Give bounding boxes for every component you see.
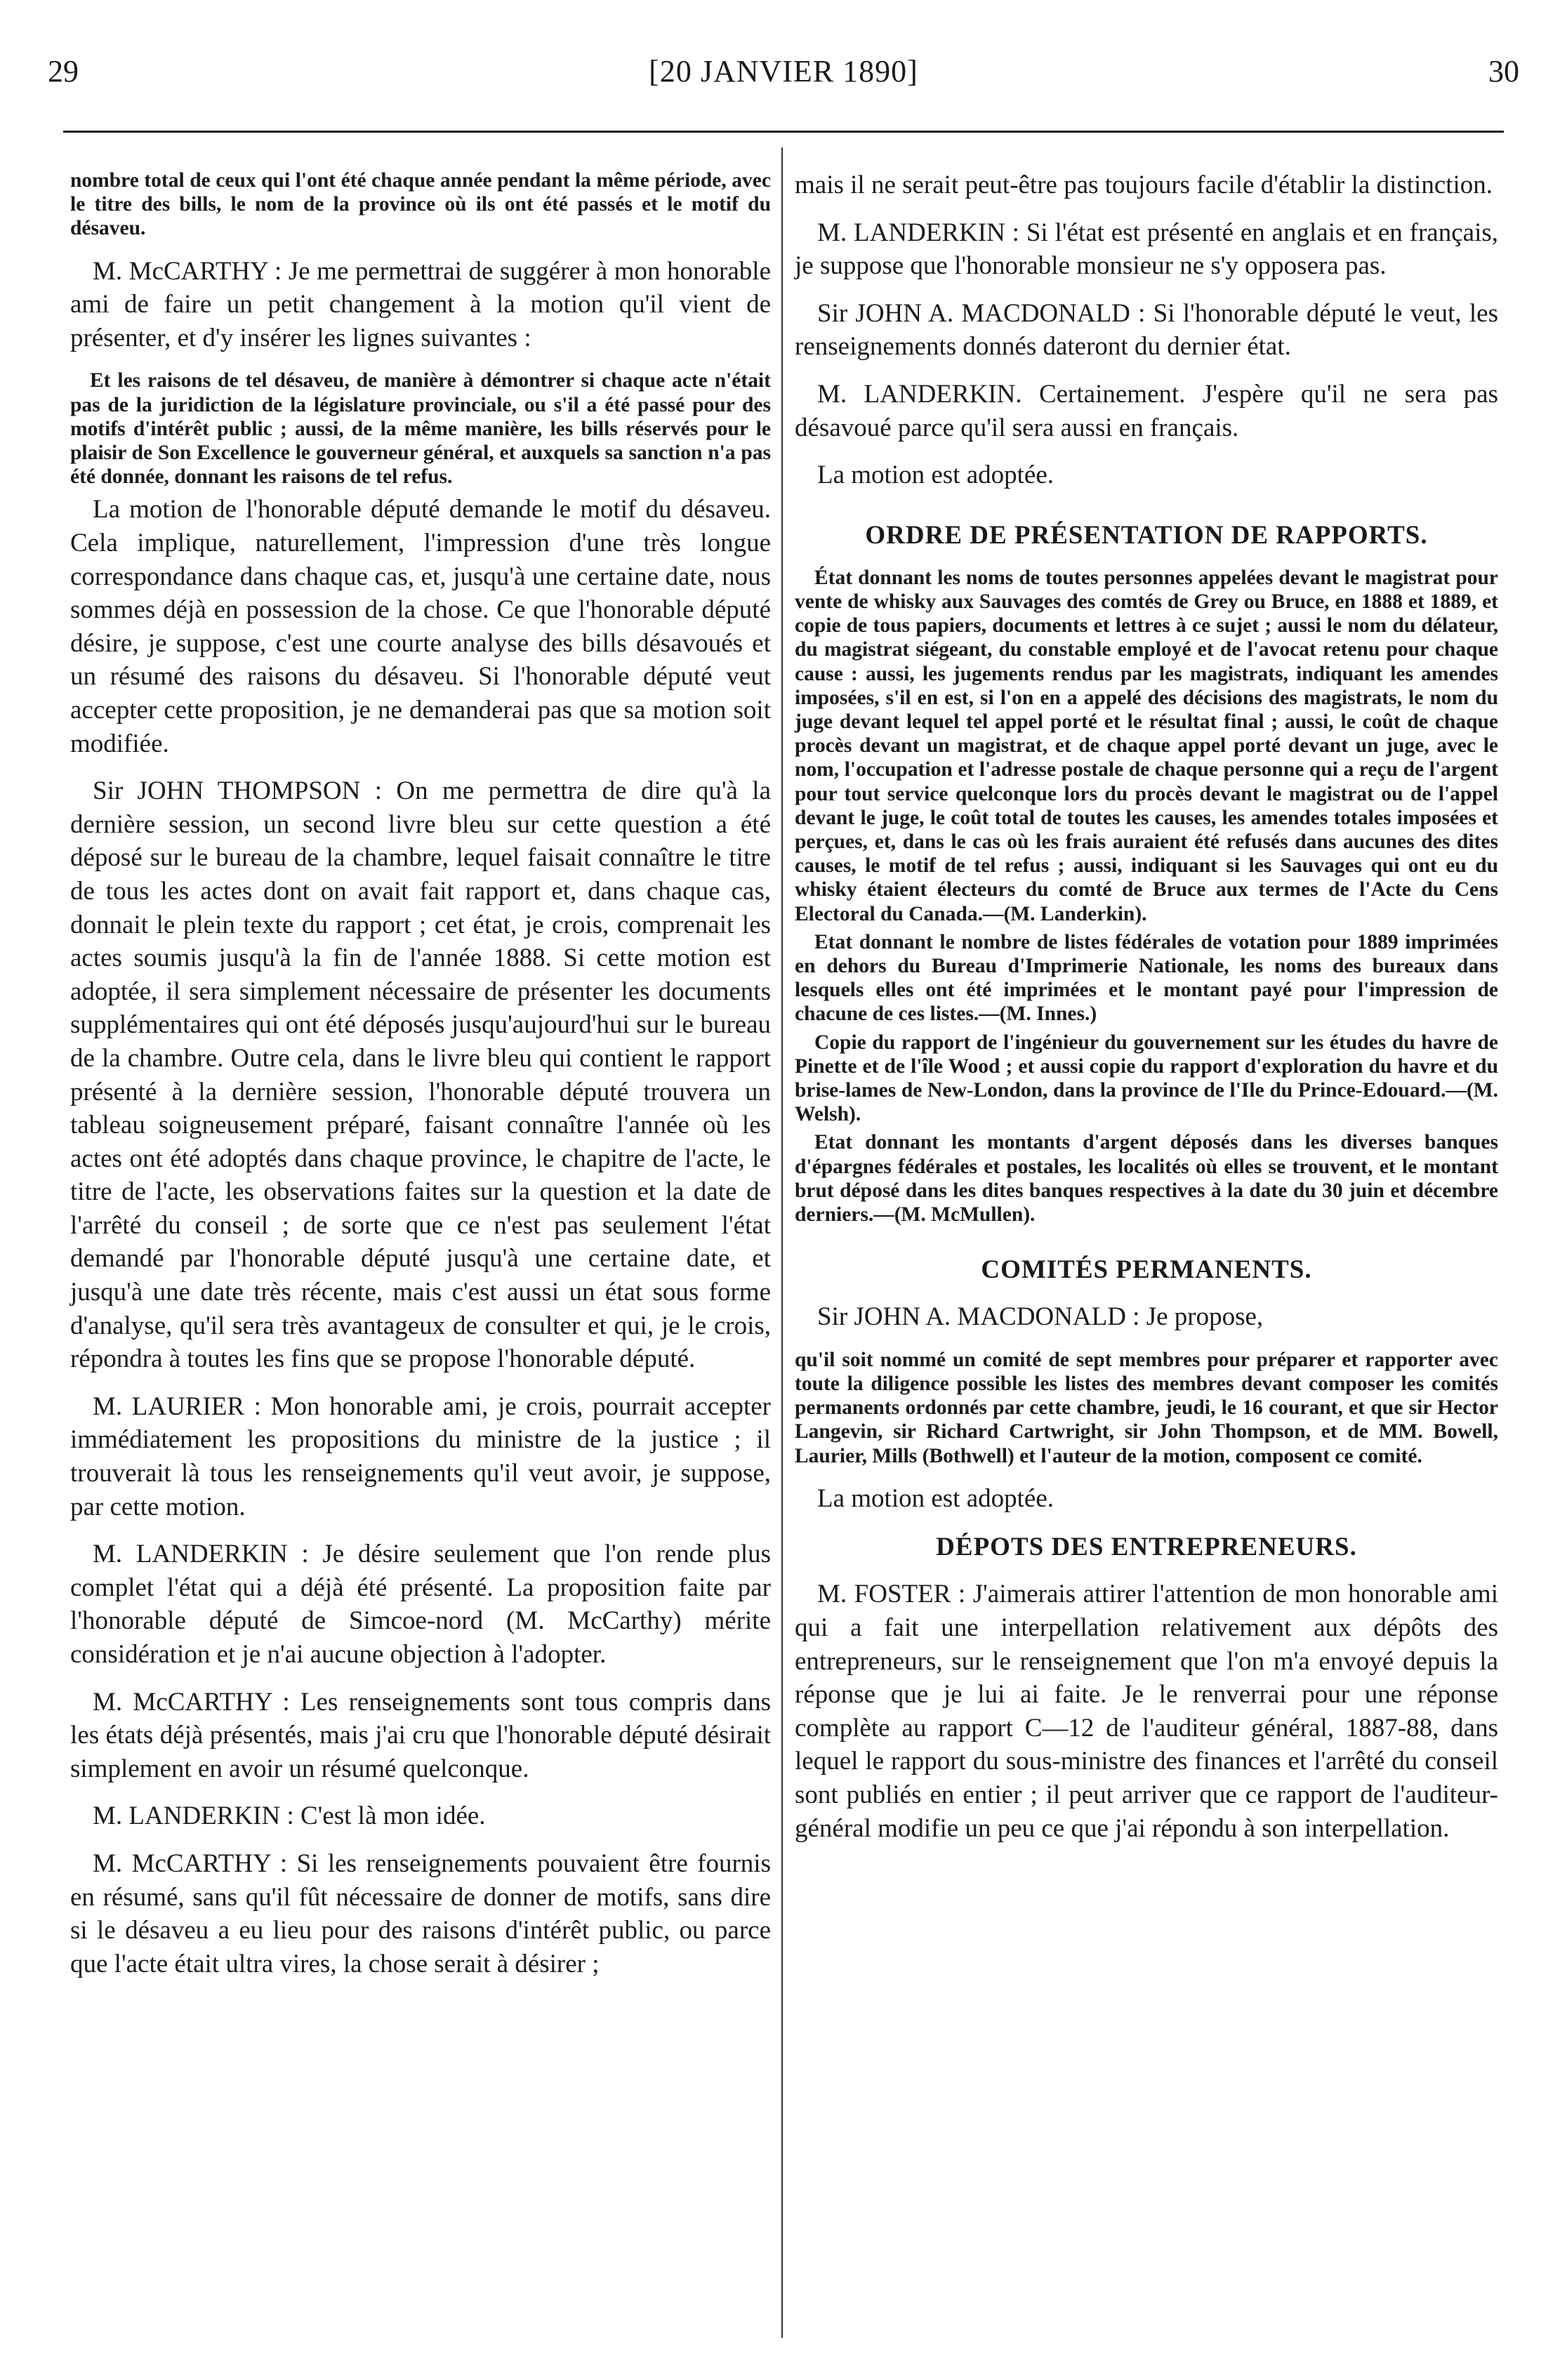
motion-adopted: La motion est adoptée. <box>817 461 1054 490</box>
speech-macdonald: Sir JOHN A. MACDONALD : Si l'honorable député le veut, les renseignements donnés dateront du dernier état. <box>795 298 1498 362</box>
speech-mccarthy: M. McCARTHY : Si les renseignements pouvaient être fournis en résumé, sans qu'il fût nécessaire de donner de motifs, sans dire si le désaveu a eu lieu pour des raisons d'intérêt public, ou parce que l'acte était ultra vires, la chose serait à désirer ; <box>70 1849 771 1978</box>
speech-thompson: Sir JOHN THOMPSON : On me permettra de dire qu'à la dernière session, un second livre bleu sur cette question a été déposé sur le bureau de la chambre, lequel faisait connaître le titre de tous les actes dont on avait fait rapport et, dans chaque cas, donnait le plein texte du rapport ; cet état, je crois, comprenait les actes soumis jusqu'à la fin de l'année 1888. Si cette motion est adoptée, il sera simplement nécessaire de présenter les documents supplémentaires qui ont été déposés jusqu'aujourd'hui sur le bureau de la chambre. Outre cela, dans le livre bleu qui contient le rapport présenté à la dernière session, l'honorable député trouvera un tableau soigneusement préparé, faisant connaître l'année où les actes ont été adoptés dans chaque province, le chapitre de l'acte, le titre de l'acte, les observations faites sur la question et la date de l'arrêté du conseil ; de sorte que ce n'est pas seulement l'état demandé par l'honorable député jusqu'à une certaine date, et jusqu'à une date très récente, mais c'est aussi un état sous forme d'analyse, qu'il sera très avantageux de consulter et qui, je le crois, répondra à toutes les fins que se propose l'honorable député. <box>70 776 771 1374</box>
order-item: Copie du rapport de l'ingénieur du gouvernement sur les études du havre de Pinette et de l'île Wood ; et aussi copie du rapport d'exploration du havre et du brise-lames de New-London, dans la province de l'Ile du Prince-Edouard.—(M. Welsh). <box>795 1031 1498 1126</box>
speech-foster: M. FOSTER : J'aimerais attirer l'attention de mon honorable ami qui a fait une interpellation relativement aux dépôts des entrepreneurs, sur le renseignement que l'on m'a envoyé depuis la réponse que je lui ai faite. Je le renverrai pour une réponse complète au rapport C—12 de l'auditeur général, 1887-88, dans lequel le rapport du sous-ministre des finances et l'arrêté du conseil sont publiés en entier ; il peut arriver que ce rapport de l'auditeur-général modifie un peu ce que j'ai répondu à son interpellation. <box>795 1580 1498 1843</box>
speech-landerkin: M. LANDERKIN. Certainement. J'espère qu'il ne sera pas désavoué parce qu'il sera aussi en français. <box>795 379 1498 442</box>
speech-laurier: M. LAURIER : Mon honorable ami, je crois, pourrait accepter immédiatement les propositions du ministre de la justice ; il trouverait là tous les renseignements qu'il veut avoir, je suppose, par cette motion. <box>70 1391 771 1521</box>
page-number-left: 29 <box>48 54 79 88</box>
header-rule <box>63 131 1504 133</box>
speech-landerkin: M. LANDERKIN : C'est là mon idée. <box>93 1801 486 1831</box>
quoted-amendment: Et les raisons de tel désaveu, de manière à démontrer si chaque acte n'était pas de la juridiction de la législature provinciale, ou s'il a été passé pour des motifs d'intérêt public ; aussi, de la même manière, les bills réservés pour le plaisir de Son Excellence le gouverneur général, et auxquels sa sanction n'a pas été donnée, donnant les raisons de tel refus. <box>70 369 771 489</box>
page-header <box>42 45 1525 104</box>
order-item: Etat donnant les montants d'argent déposés dans les diverses banques d'épargnes fédérales et postales, les localités où elles se trouvent, et le montant brut déposé dans les dites banques respectives à la date du 30 juin et décembre derniers.—(M. McMullen). <box>795 1131 1498 1227</box>
motion-text-continued: nombre total de ceux qui l'ont été chaque année pendant la même période, avec le titre des bills, le nom de la province où ils ont été passés et le motif du désaveu. <box>70 169 771 240</box>
right-column <box>795 168 1498 1859</box>
speech-mccarthy: M. McCARTHY : Je me permettrai de suggérer à mon honorable ami de faire un petit changement à la motion qu'il vient de présenter, et d'y insérer les lignes suivantes : <box>70 256 771 352</box>
column-divider <box>781 147 783 2338</box>
speech-landerkin: M. LANDERKIN : Je désire seulement que l'on rende plus complet l'état qui a déjà été présenté. La proposition faite par l'honorable député de Simcoe-nord (M. McCarthy) mérite considération et je n'ai aucune objection à l'adopter. <box>70 1540 771 1669</box>
order-item: État donnant les noms de toutes personnes appelées devant le magistrat pour vente de whisky aux Sauvages des comtés de Grey ou Bruce, en 1888 et 1889, et copie de tous papiers, documents et lettres à ce sujet ; aussi le nom du délateur, du magistrat siégeant, du constable employé et de l'avocat retenu pour chaque cause : aussi, les jugements rendus par les magistrats, indiquant les amendes imposées, s'il en est, si l'on en a appelé des décisions des magistrats, le nom du juge devant lequel tel appel porté et le résultat final ; aussi, le coût de chaque procès devant un magistrat, et de chaque appel porté devant un juge, avec le nom, l'occupation et l'adresse postale de chaque personne qui a reçu de l'argent pour tout service quelconque lors du procès devant le magistrat ou de l'appel devant le juge, le coût total de toutes les causes, les amendes totales imposées et perçues, et, dans le cas où les frais auraient été refusés dans aucunes des dites causes, le motif de tel refus ; aussi, indiquant si les Sauvages qui ont eu du whisky étaient électeurs du comté de Bruce aux termes de l'Acte du Cens Electoral du Canada.—(M. Landerkin). <box>795 566 1498 925</box>
order-item: Etat donnant le nombre de listes fédérales de votation pour 1889 imprimées en dehors du Bureau d'Imprimerie Nationale, les noms des bureaux dans lesquels elles ont été imprimées et le montant payé pour l'impression de chacune de ces listes.—(M. Innes.) <box>795 930 1498 1026</box>
motion-adopted: La motion est adoptée. <box>817 1483 1054 1513</box>
speech-paragraph: La motion de l'honorable député demande le motif du désaveu. Cela implique, naturellement, l'impression d'une très longue correspondance dans chaque cas, et, jusqu'à une certaine date, nous sommes déjà en possession de la chose. Ce que l'honorable député désire, je suppose, c'est une courte analyse des bills désavoués et un résumé des raisons du désaveu. Si l'honorable député veut accepter cette proposition, je ne demanderai pas que sa motion soit modifiée. <box>70 495 771 758</box>
speech-continued: mais il ne serait peut-être pas toujours facile d'établir la distinction. <box>795 171 1493 199</box>
section-heading: ORDRE DE PRÉSENTATION DE RAPPORTS. <box>865 520 1428 550</box>
left-column <box>70 168 771 1995</box>
page-number-right: 30 <box>1488 54 1519 88</box>
section-heading: DÉPOTS DES ENTREPRENEURS. <box>936 1533 1357 1562</box>
speech-landerkin: M. LANDERKIN : Si l'état est présenté en anglais et en français, je suppose que l'honorable monsieur ne s'y opposera pas. <box>795 218 1498 281</box>
speech-macdonald: Sir JOHN A. MACDONALD : Je propose, <box>817 1302 1264 1332</box>
speech-mccarthy: M. McCARTHY : Les renseignements sont tous compris dans les états déjà présentés, mais j'ai cru que l'honorable député désirait simplement en avoir un résumé quelconque. <box>70 1687 771 1783</box>
motion-text: qu'il soit nommé un comité de sept membres pour préparer et rapporter avec toute la diligence possible les listes des membres devant composer les comités permanents ordonnés par cette chambre, jeudi, le 16 courant, et que sir Hector Langevin, sir Richard Cartwright, sir John Thompson, et de MM. Bowell, Laurier, Mills (Bothwell) et l'auteur de la motion, composent ce comité. <box>795 1348 1498 1467</box>
section-heading: COMITÉS PERMANENTS. <box>981 1255 1312 1285</box>
page-date: [20 JANVIER 1890] <box>649 54 918 88</box>
